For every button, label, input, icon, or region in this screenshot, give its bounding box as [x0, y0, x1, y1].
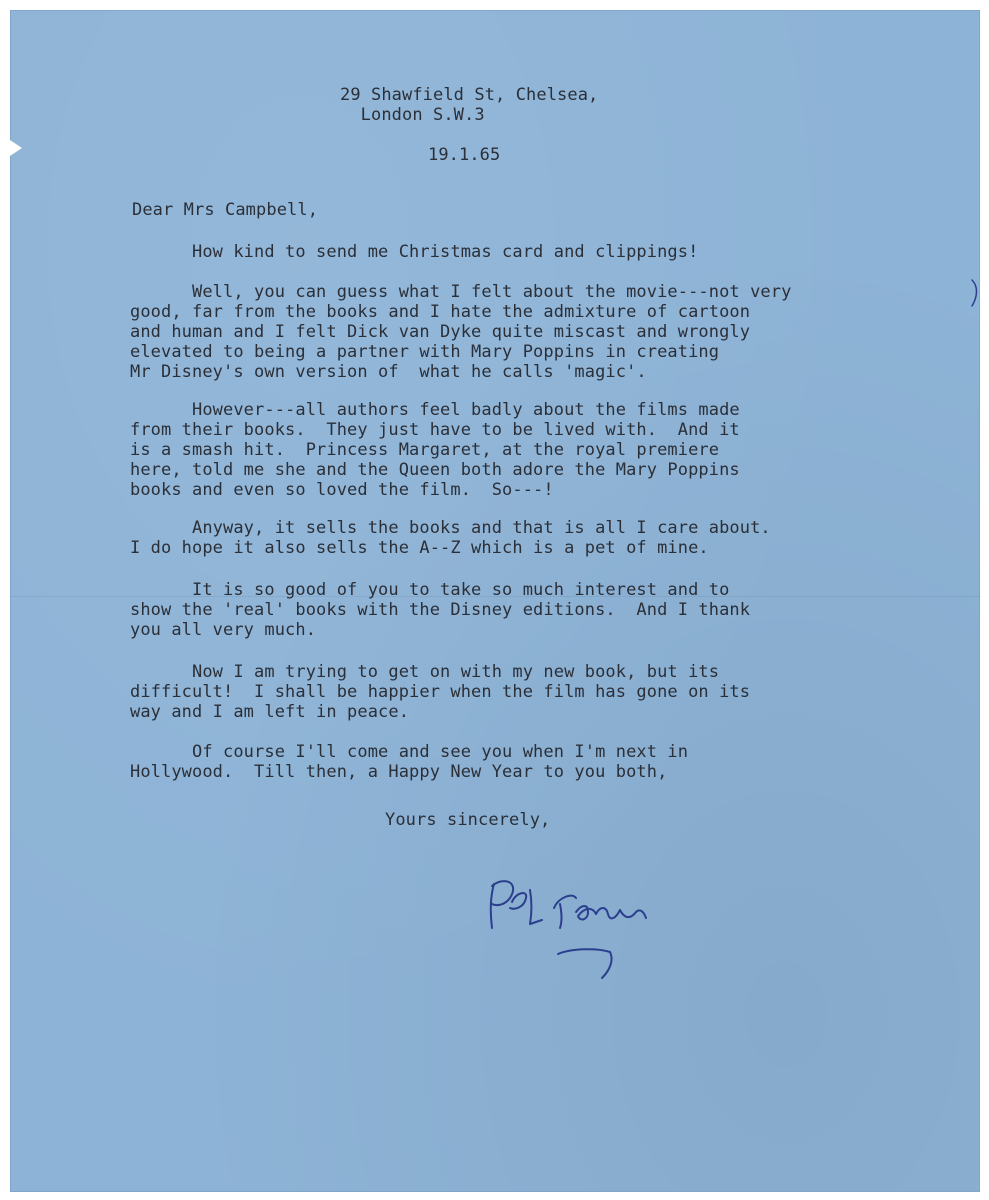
text-line: from their books. They just have to be lived with. And it	[130, 420, 740, 440]
text-line: show the 'real' books with the Disney editions. And I thank	[130, 600, 751, 620]
address-line: 29 Shawfield St, Chelsea,	[340, 85, 599, 105]
text-line: Hollywood. Till then, a Happy New Year to you both,	[130, 762, 668, 782]
text-line: Well, you can guess what I felt about the movie---not very	[130, 282, 792, 302]
text-line: It is so good of you to take so much interest and to	[130, 580, 730, 600]
text-line: elevated to being a partner with Mary Poppins in creating	[130, 342, 720, 362]
sender-address	[340, 85, 598, 125]
paragraph-7	[130, 742, 688, 782]
paragraph-5	[130, 580, 750, 640]
text-line: books and even so loved the film. So---!	[130, 480, 554, 500]
paragraph-3	[130, 400, 740, 500]
paragraph-1	[130, 242, 698, 262]
paragraph-6	[130, 662, 750, 722]
text-line: way and I am left in peace.	[130, 702, 410, 722]
text-line: However---all authors feel badly about the films made	[130, 400, 740, 420]
text-line: you all very much.	[130, 620, 317, 640]
text-line: I do hope it also sells the A--Z which is a pet of mine.	[130, 538, 709, 558]
handwritten-signature	[480, 868, 660, 988]
paragraph-4	[130, 518, 771, 558]
text-line: Mr Disney's own version of what he calls 'magic'.	[130, 362, 647, 382]
salutation: Dear Mrs Campbell,	[132, 200, 319, 220]
text-line: Of course I'll come and see you when I'm next in	[130, 742, 689, 762]
text-line: and human and I felt Dick van Dyke quite miscast and wrongly	[130, 322, 751, 342]
paper-tear	[10, 140, 22, 156]
closing: Yours sincerely,	[385, 810, 551, 830]
text-line: good, far from the books and I hate the admixture of cartoon	[130, 302, 751, 322]
margin-ink-mark	[968, 278, 980, 308]
text-line: Now I am trying to get on with my new book, but its	[130, 662, 720, 682]
text-line: difficult! I shall be happier when the film has gone on its	[130, 682, 751, 702]
address-line: London S.W.3	[340, 105, 485, 125]
text-line: here, told me she and the Queen both adore the Mary Poppins	[130, 460, 740, 480]
text-line: Anyway, it sells the books and that is all I care about.	[130, 518, 771, 538]
text-line: is a smash hit. Princess Margaret, at the royal premiere	[130, 440, 720, 460]
text-line: How kind to send me Christmas card and clippings!	[130, 242, 699, 262]
paragraph-2	[130, 282, 791, 382]
letter-sheet	[10, 10, 980, 1192]
letter-date: 19.1.65	[428, 145, 501, 165]
